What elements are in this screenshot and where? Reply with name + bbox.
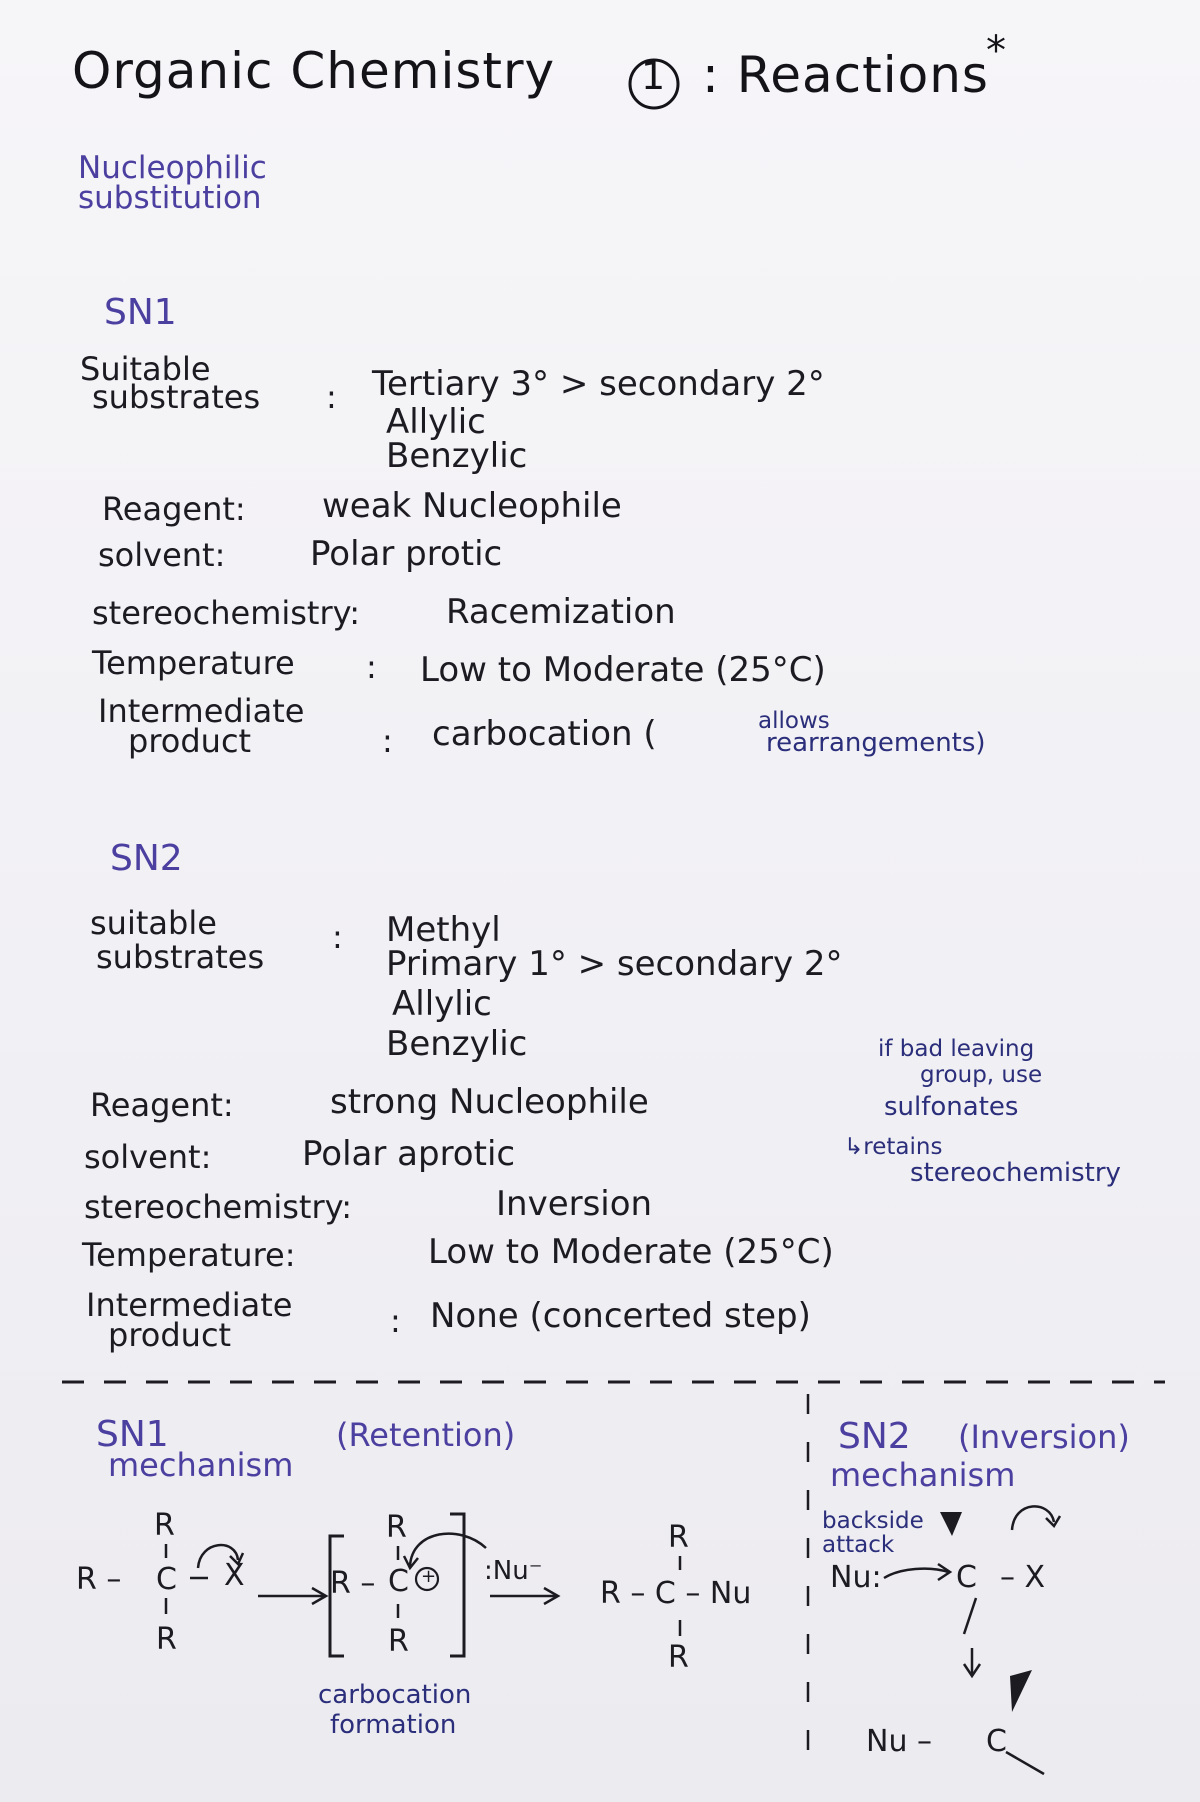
wedge-bond-top-icon [940,1512,962,1536]
sn2-substrates-line4: Benzylic [386,1024,528,1064]
sn2-note-line5: stereochemistry [910,1158,1121,1188]
section-heading-line2: substitution [78,180,262,216]
sn2-heading: SN2 [110,838,183,879]
wedge-bond-product-icon [1010,1670,1032,1712]
sn2-substrates-line1: Methyl [386,910,501,950]
sn1-reactant-r-left: R – [76,1562,122,1597]
sn1-stereo-label: stereochemistry: [92,594,361,632]
positive-charge-sign: + [421,1566,437,1587]
sn1-solvent-value: Polar protic [310,534,503,574]
backside-attack-arrow-icon [884,1569,948,1578]
sn1-temperature-label: Temperature [92,644,295,682]
title-star: * [986,28,1007,74]
sn1-intermediate-note-2: rearrangements) [766,728,986,758]
carbocation-r-left: R – [330,1566,376,1601]
sn2-intermediate-value: None (concerted step) [430,1296,811,1336]
sn1-reagent-value: weak Nucleophile [322,486,622,526]
product-r-top: R [668,1520,689,1555]
sn2-note-line1: if bad leaving [878,1036,1035,1062]
sn1-intermediate-note-1: allows [758,708,830,734]
sn2-intermediate-label-2: product [108,1316,232,1354]
sn1-intermediate-label-1: Intermediate [98,692,305,730]
carbocation-r-bottom: R [388,1624,409,1659]
retention-label: (Retention) [336,1416,516,1454]
sn2-substrates-line3: Allylic [392,984,492,1024]
sn2-temperature-label: Temperature: [82,1236,296,1274]
sn2-temperature-value: Low to Moderate (25°C) [428,1232,834,1272]
sn1-leaving-group-x: X [224,1558,245,1593]
sn2-stereo-label: stereochemistry: [84,1188,353,1226]
sn2-note-line4: ↳retains [844,1134,943,1160]
sn1-stereo-value: Racemization [446,592,676,632]
sn2-intermediate-label-1: Intermediate [86,1286,293,1324]
sn1-reactant-r-bottom: R [156,1622,177,1657]
sn1-substrates-line1: Tertiary 3° > secondary 2° [372,364,825,404]
sn2-substituent-bond [964,1598,976,1634]
sn2-product-lower-bond [1006,1752,1044,1774]
sn2-substrates-label-1: suitable [90,904,217,942]
sn2-product-carbon: C [986,1724,1007,1759]
backside-label-2: attack [822,1532,895,1558]
sn1-substrates-label-1: Suitable [80,350,211,388]
sn2-solvent-value: Polar aprotic [302,1134,516,1174]
sn2-carbon: C [956,1560,977,1595]
product-chain: R – C – Nu [600,1576,752,1611]
sn2-reagent-value: strong Nucleophile [330,1082,649,1122]
sn2-substrates-label-2: substrates [96,938,265,976]
carbocation-caption-1: carbocation [318,1680,472,1710]
sn1-substrates-label-2: substrates [92,378,261,416]
sn2-mechanism-heading-1: SN2 [838,1416,911,1457]
sn1-mechanism-heading-2: mechanism [108,1446,294,1484]
sn2-note-line3: sulfonates [884,1092,1019,1122]
sn2-substrates-line2: Primary 1° > secondary 2° [386,944,843,984]
sn1-reactant-r-top: R [154,1508,175,1543]
sn2-leaving-group: – X [1000,1560,1046,1595]
sn1-reactant-carbon: C [156,1562,177,1597]
sn1-substrates-colon: : [326,378,337,416]
backside-label-1: backside [822,1508,924,1534]
sn2-intermediate-colon: : [390,1302,401,1340]
sn2-nucleophile: Nu: [830,1560,882,1595]
sn2-substrates-colon: : [332,918,343,956]
sn2-reagent-label: Reagent: [90,1086,234,1124]
sn1-solvent-label: solvent: [98,536,226,574]
sn1-temperature-value: Low to Moderate (25°C) [420,650,826,690]
sn2-note-line2: group, use [920,1062,1043,1088]
sn2-product-nu: Nu – [866,1724,932,1759]
sn1-intermediate-label-2: product [128,722,252,760]
sn2-stereo-value: Inversion [496,1184,653,1224]
carbocation-carbon: C [388,1564,409,1599]
product-r-bottom: R [668,1640,689,1675]
sn1-temperature-colon: : [366,648,377,686]
page-title: Organic Chemistry [72,42,556,100]
sn1-intermediate-value: carbocation ( [432,714,657,754]
sn1-reagent-label: Reagent: [102,490,246,528]
sn1-heading: SN1 [104,292,177,333]
sn1-nucleophile: :Nu⁻ [484,1556,543,1586]
inversion-label: (Inversion) [958,1418,1130,1456]
sn1-substrates-line3: Benzylic [386,436,528,476]
section-heading-line1: Nucleophilic [78,150,267,186]
sn1-substrates-line2: Allylic [386,402,486,442]
title-number: 1 [641,54,667,98]
sn1-intermediate-colon: : [382,722,393,760]
sn1-mechanism-heading-1: SN1 [96,1414,169,1455]
carbocation-caption-2: formation [330,1710,457,1740]
sn2-solvent-label: solvent: [84,1138,212,1176]
carbocation-r-top: R [386,1510,407,1545]
title-suffix: : Reactions [702,46,989,104]
nucleophile-attack-arrow-icon [410,1534,486,1566]
sn2-mechanism-heading-3: mechanism [830,1456,1016,1494]
